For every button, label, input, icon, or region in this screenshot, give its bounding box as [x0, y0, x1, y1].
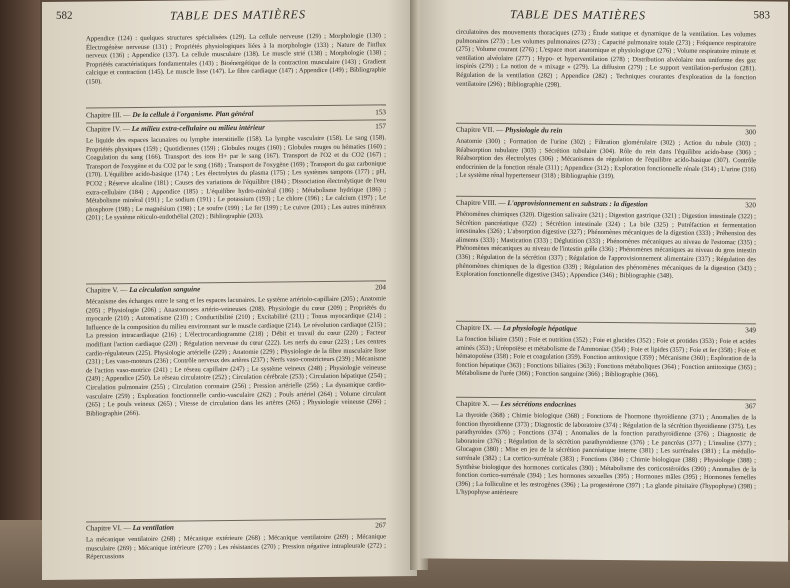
left-page-number: 582 [56, 9, 73, 22]
chapter-8-heading [456, 199, 756, 211]
chapter-5-contents: Mécanisme des échanges entre le sang et les espaces lacunaires. Le système artériolo-capillaire (205) ; Anatomie (205) ; Physiologie (206) ; Anastomoses artério-veineuses (208). Physiologie du cœur (209) ; Propriétés du myocarde (210) ; Automatisme (210) ; Conductibilité (210) ; Excitabilité (211) ; Tonus myocardique (214) ; Influence de la composition du milieu environnant sur le muscle cardiaque (214). Le révolution cardiaque (215) ; La pression intracardiaque (216) ; L'électrocardiogramme (218) ; Débit et travail du cœur (220) ; Facteur modifiant l'action cardiaque (220) ; Régulation nerveuse du cœur (222). Les nerfs du cœur (223) ; Les centres cardio-régulateurs (225). Physiologie artérielle (229) ; Anatomie (229) ; Physiologie de la fibre musculaire lisse (231) ; Les vaso-moteurs (236) ; Contrôle nerveux des artères (237) ; Nerfs vaso-constricteurs (239) ; Mécanisme de l'action vaso-motrice (241) ; Le réseau capillaire (247) ; Le système veineux (248) ; Physiologie veineuse (249) ; Appendice (250). Le réseau circulatoire (252) ; Circulation cérébrale (253) ; Circulation hépatique (254) ; Circulation pulmonaire (255) ; Circulation coronaire (256) ; Pression artérielle (256) ; La dynamique cardio-vasculaire (259) ; Exploration fonctionnelle cardio-vasculaire (262) ; Pouls artériel (264) ; Volume circulant (265) ; Le pouls veineux (265) ; Vitesse de circulation dans les artères (265) ; Physiologie veineuse (266) ; Bibliographie (266). [86, 295, 386, 418]
left-intro-text: Appendice (124) : quelques structures spécialisées (129). La cellule nerveuse (129) ; Morphologie (130) ; Électrogénèse nerveuse (131) ; Propriétés physiologiques liées à la morphologie (133) ; Nature de l'influx nerveux (136) ; Appendice (137). La cellule musculaire (138). Le muscle strié (138) ; Morphologie (138) ; Propriétés caractéristiques fondamentales (143) ; Bioénergétique de la contraction musculaire (143) ; Gradient calcique et contraction (145). Le muscle lisse (147). Le fibre cardiaque (147) ; Appendice (149) ; Bibliographie (150). [86, 32, 386, 86]
chapter-4-contents: Le liquide des espaces lacunaires ou lymphe interstitielle (158). La lymphe vasculaire (158). Le sang (158). Propriétés physiques (159) ; Quotidiennes (159) ; Globules rouges (160) ; Globules rouges ou hématies (160) ; Coagulation du sang (166). Transport des ions H+ par le sang (167). Transport de l'O2 et du CO2 (167) ; Transport de l'oxygène et du CO2 par le sang (168) ; Transport de l'oxygène (169) ; Transport du gaz carbonique (170). L'équilibre acido-basique (174) ; Les électrolytes du plasma (175) ; Les systèmes tampons (177) ; pH, PCO2 ; Réserve alcaline (181) ; Causes des variations de l'équilibre (184) ; Dissociation électrolytique de l'eau extra-cellulaire (184) ; Appendice (185) ; L'équilibre hydro-minéral (186) ; Métabolisme hydrique (186) ; Métabolisme minéral (191) ; Le sodium (191) ; Le potassium (193) ; Le chlore (196) ; Le calcium (197) ; Le phosphore (198) ; Le magnésium (198) ; Le soufre (199) ; Le fer (199) ; Le cuivre (201) ; Les autres minéraux (201) ; Le système réticulo-endothélial (202) ; Bibliographie (203). [86, 134, 386, 222]
left-page-header: TABLE DES MATIÈRES [170, 7, 306, 23]
chapter-10-contents: La thyroïde (368) ; Chimie biologique (368) ; Fonctions de l'hormone thyroïdienne (371) ; Anomalies de la fonction thyroïdienne (373) ; Diagnostic de laboratoire (374) ; Régulation de la sécrétion thyroïdienne (375). Les parathyroïdes (376) ; Fonctions (374) ; Anomalies de la fonction parathyroïdienne (376) ; Diagnostic de laboratoire (376) ; Régulation de la sécrétion parathyroïdienne (376) ; Le pancréas (377) ; L'insuline (377) ; Glucagon (380) ; Mise en jeu de la sécrétion pancréatique interne (381) ; Les surrénales (381) ; La médullo-surrénale (382) ; La cortico-surrénale (383) ; Fonctions (384) ; Chimie biologique (388) ; Physiologie (388) ; Synthèse biologique des hormones corticales (390) ; Métabolisme des corticostéroïdes (390) ; Anomalies de la fonction cortico-surrénale (394) ; Les hormones sexuelles (395) ; Hormones mâles (395) ; Hormones femelles (396) ; La folliculine et les œstrogènes (396) ; La progestérone (397) ; La glande pituitaire (l'hypophyse) (398) ; L'hypophyse antérieure [456, 411, 756, 497]
chapter-title: La circulation sanguine [129, 285, 201, 295]
chapter-title: La physiologie hépatique [502, 324, 577, 333]
chapter-label: Chapitre VI. — [86, 524, 131, 533]
chapter-title: L'approvisionnement en substrats : la digestion [507, 199, 648, 209]
chapter-page: 349 [745, 326, 756, 335]
chapter-label: Chapitre IX. — [456, 323, 501, 333]
right-page-number: 583 [753, 9, 770, 22]
chapter-title: Les sécrétions endocrines [500, 400, 577, 409]
chapter-title: Le milieu extra-cellulaire ou milieu intérieur [131, 123, 265, 134]
chapter-label: Chapitre VIII. — [456, 198, 506, 208]
chapter-page: 157 [375, 122, 386, 131]
chapter-title: De la cellule à l'organisme. Plan général [132, 109, 254, 120]
chapter-label: Chapitre III. — [86, 111, 131, 120]
chapter-label: Chapitre V. — [86, 286, 128, 295]
chapter-5-heading [86, 283, 386, 295]
right-page [420, 0, 788, 562]
chapter-page: 153 [375, 108, 386, 117]
chapter-page: 367 [745, 402, 756, 411]
chapter-label: Chapitre IV. — [86, 125, 130, 134]
chapter-8-contents: Phénomènes chimiques (320). Digestion salivaire (321) ; Digestion gastrique (321) ; Digestion intestinale (322) ; Sécrétion pancréatique (322) ; Sécrétion intestinale (324) ; La bile (325) ; Putréfaction et fermentation intestinales (326) ; L'absorption digestive (327) ; Phénomènes mécaniques de la digestion (333) ; Préhension des aliments (333) ; Mastication (333) ; Déglutition (333) ; Phénomènes mécaniques au niveau de l'estomac (335) ; Phénomènes mécaniques au niveau de l'intestin grêle (336) ; Phénomènes mécaniques au niveau du gros intestin (336) ; Régulation de la sécrétion (337) ; Régulation de l'approvisionnement alimentaire (337) ; Régulation des phénomènes chimiques de la digestion (339) ; Régulation des phénomènes mécaniques de la digestion (343) ; Exploration fonctionnelle digestive (345) ; Appendice (346) ; Bibliographie (348). [456, 210, 756, 280]
chapter-7-contents: Anatomie (300) ; Formation de l'urine (302) ; Filtration glomérulaire (302) ; Action du tubule (303) ; Réabsorption tubulaire (303) ; Sécrétion tubulaire (304). Rôle du rein dans l'équilibre acido-base (306) ; Réabsorption des électrolytes (306) ; Mécanismes de régulation de l'équilibre acido-basique (307). Contrôle endocrinien de la fonction rénale (311) ; Appendice (312) ; Exploration fonctionnelle rénale (314) ; L'urine (316) ; Le système rénal hypertenseur (318) ; Bibliographie (319). [456, 137, 756, 181]
chapter-6-heading [86, 521, 386, 533]
chapter-title: La ventilation [132, 523, 174, 533]
chapter-page: 300 [745, 128, 756, 137]
chapter-9-heading [456, 324, 756, 336]
chapter-7-heading [456, 126, 756, 138]
chapter-6-contents: La mécanique ventilatoire (268) ; Mécanique extérieure (268) ; Mécanique ventilatoire (269) ; Mécanique musculaire (269) ; Mécanique intérieure (270) ; Les résistances (270) ; Pression négative intrapleurale (272) ; Répercussions [86, 533, 386, 561]
chapter-4-heading [86, 122, 386, 134]
chapter-label: Chapitre X. — [456, 399, 499, 409]
chapter-9-contents: La fonction biliaire (350) ; Foie et nutrition (352) ; Foie et glucides (352) ; Foie et protides (353) ; Foie et acides aminés (353) ; Uréopoïèse et métabolisme de l'Ammoniac (354) ; Foie et lipides (357) ; Foie et fer (358) ; Foie et hématopoïèse (358) ; Foie et coagulation (359). Fonction antitoxique (359) ; Mécanisme (360) ; Exploration de la fonction hépatique (363) ; Fonctions biliaires (363) ; Fonctions métaboliques (364) ; Fonction antitoxique (365) ; Métabolisme de l'urée (366) ; Fonction sanguine (366) ; Bibliographie (366). [456, 335, 756, 379]
chapter-10-heading [456, 400, 756, 412]
chapter-3-heading [86, 108, 386, 120]
right-intro-text: circulatoires des mouvements thoraciques (273) ; Étude statique et dynamique de la ventilation. Les volumes pulmonaires (273) ; Les volumes pulmonaires (273) ; Capacité pulmonaire totale (273) ; Fréquence respiratoire (275) ; Volume courant (276) ; L'espace mort anatomique et physiologique (276) ; Volume respiratoire minute et ventilation alvéolaire (277) ; Hypo- et hyperventilation (278) ; Distribution alvéolaire non uniforme des gaz inspirés (279) ; La notion de « mixage » (279). La diffusion (279) ; Le support ventilation-perfusion (281). Régulation de la ventilation (282) ; Appendice (282) ; Techniques courantes d'exploration de la fonction ventilatoire (296) ; Bibliographie (298). [456, 28, 756, 89]
chapter-page: 320 [745, 201, 756, 210]
chapter-page: 267 [375, 521, 386, 530]
chapter-title: Physiologie du rein [504, 126, 563, 135]
chapter-page: 204 [375, 283, 386, 292]
chapter-label: Chapitre VII. — [456, 125, 504, 135]
right-page-header: TABLE DES MATIÈRES [510, 7, 646, 23]
desk-edge [0, 0, 40, 588]
left-page [42, 0, 417, 580]
